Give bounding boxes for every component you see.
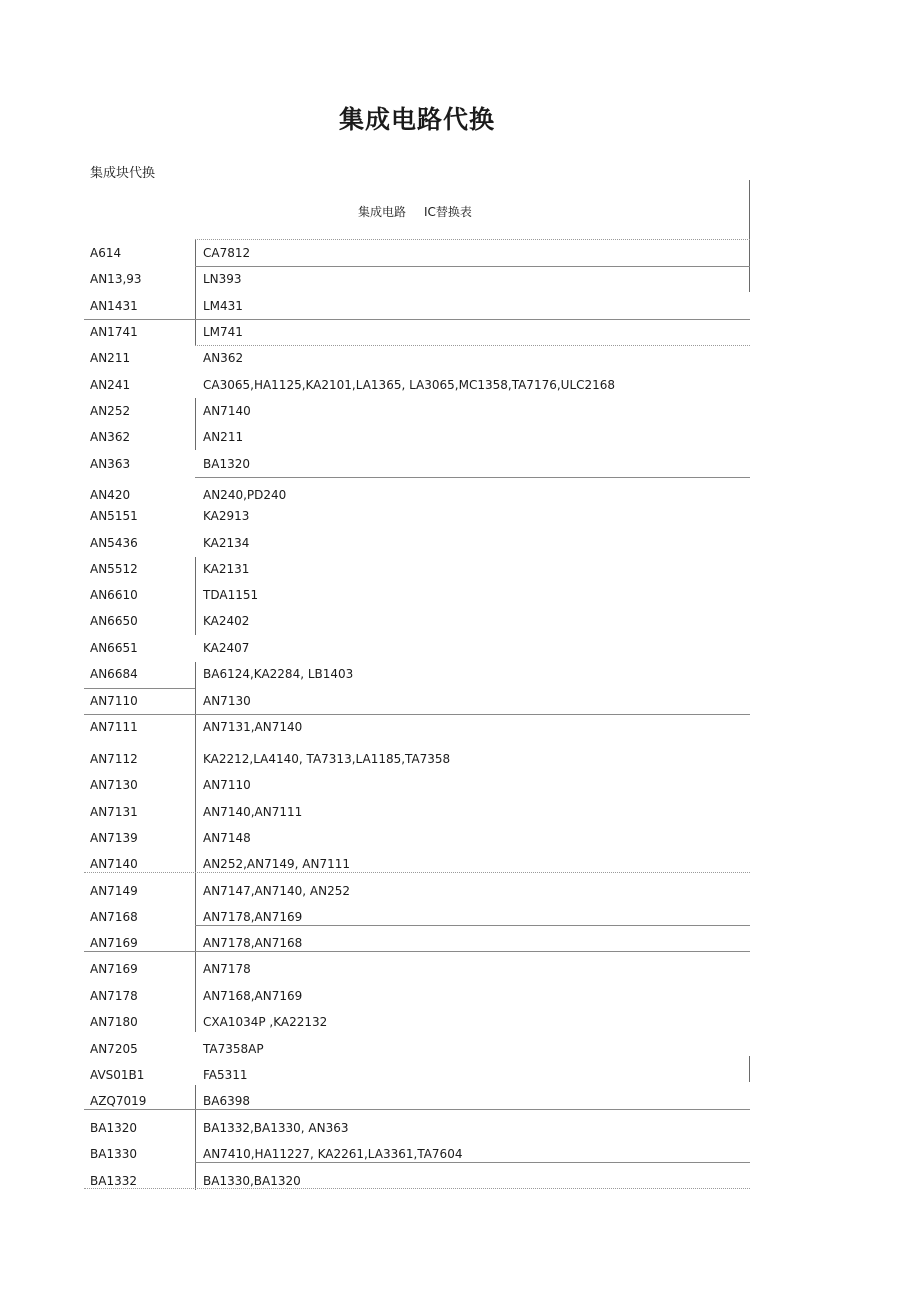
ic-replacement-cell: AN7178 [203,962,251,976]
ic-replacement-cell: AN7178,AN7169 [203,910,303,924]
ic-replacement-cell: BA1320 [203,457,250,471]
ic-replacement-cell: LM741 [203,325,243,339]
ic-replacement-cell: CA7812 [203,246,251,260]
ic-model-cell: BA1320 [90,1121,137,1135]
ic-model-cell: AN7180 [90,1015,138,1029]
ic-replacement-cell: AN7110 [203,778,251,792]
ic-replacement-cell: KA2407 [203,641,250,655]
ic-model-cell: BA1330 [90,1147,137,1161]
row-rule [195,266,750,267]
row-rule [195,477,750,478]
column-divider [195,398,196,450]
ic-replacement-cell: KA2212,LA4140, TA7313,LA1185,TA7358 [203,752,451,766]
ic-model-cell: AN6651 [90,641,138,655]
ic-model-cell: BA1332 [90,1174,137,1188]
ic-model-cell: A614 [90,246,122,260]
ic-model-cell: AN7139 [90,831,138,845]
ic-model-cell: AN5151 [90,509,138,523]
ic-model-cell: AN362 [90,430,131,444]
ic-model-cell: AN7169 [90,962,138,976]
ic-replacement-cell: FA5311 [203,1068,248,1082]
row-rule [195,1162,750,1163]
ic-model-cell: AN7205 [90,1042,138,1056]
ic-replacement-cell: KA2131 [203,562,250,576]
ic-model-cell: AVS01B1 [90,1068,145,1082]
column-divider [195,320,196,346]
column-divider [195,1085,196,1190]
row-rule [195,925,750,926]
column-divider [195,662,196,872]
ic-replacement-cell: AN7130 [203,694,251,708]
ic-replacement-cell: LM431 [203,299,243,313]
ic-replacement-cell: LN393 [203,272,242,286]
ic-model-cell: AZQ7019 [90,1094,147,1108]
ic-replacement-cell: AN7147,AN7140, AN252 [203,884,350,898]
ic-replacement-cell: AN7148 [203,831,251,845]
ic-replacement-cell: BA6124,KA2284, LB1403 [203,667,354,681]
table-caption [358,203,472,220]
table-caption-right: IC替换表 [424,205,472,219]
ic-model-cell: AN363 [90,457,131,471]
ic-model-cell: AN7130 [90,778,138,792]
ic-replacement-cell: AN7140,AN7111 [203,805,303,819]
column-divider [195,240,196,320]
ic-replacement-cell: BA6398 [203,1094,250,1108]
row-rule [84,688,195,689]
ic-model-cell: AN211 [90,351,131,365]
ic-model-cell: AN5436 [90,536,138,550]
ic-replacement-cell: AN7178,AN7168 [203,936,303,950]
table-caption-left: 集成电路 [358,205,407,219]
ic-model-cell: AN7149 [90,884,138,898]
row-rule [84,951,750,952]
ic-replacement-cell: AN252,AN7149, AN7111 [203,857,350,871]
column-divider [195,557,196,635]
row-rule [84,1109,750,1110]
ic-model-cell: AN7168 [90,910,138,924]
table-border-right-lower [749,1056,750,1082]
row-rule [195,345,750,346]
ic-model-cell: AN1741 [90,325,138,339]
ic-replacement-cell: CXA1034P ,KA22132 [203,1015,328,1029]
ic-model-cell: AN252 [90,404,131,418]
page-title: 集成电路代换 [338,105,495,134]
ic-replacement-cell: TA7358AP [203,1042,264,1056]
ic-model-cell: AN7110 [90,694,138,708]
ic-replacement-cell: AN7140 [203,404,251,418]
ic-model-cell: AN7178 [90,989,138,1003]
ic-replacement-cell: KA2134 [203,536,250,550]
row-rule [84,319,750,320]
ic-model-cell: AN1431 [90,299,138,313]
ic-replacement-cell: BA1332,BA1330, AN363 [203,1121,349,1135]
ic-replacement-cell: AN7410,HA11227, KA2261,LA3361,TA7604 [203,1147,463,1161]
ic-replacement-cell: AN240,PD240 [203,488,287,502]
ic-model-cell: AN7169 [90,936,138,950]
ic-model-cell: AN241 [90,378,131,392]
ic-model-cell: AN7111 [90,720,138,734]
ic-model-cell: AN7112 [90,752,138,766]
ic-replacement-cell: KA2402 [203,614,250,628]
ic-replacement-cell: BA1330,BA1320 [203,1174,301,1188]
ic-replacement-cell: KA2913 [203,509,250,523]
ic-model-cell: AN6684 [90,667,138,681]
ic-replacement-cell: CA3065,HA1125,KA2101,LA1365, LA3065,MC1358,TA7176,ULC2168 [203,378,616,392]
ic-model-cell: AN5512 [90,562,138,576]
row-rule [84,714,750,715]
ic-replacement-cell: AN7168,AN7169 [203,989,303,1003]
row-rule [84,1188,750,1189]
ic-model-cell: AN6650 [90,614,138,628]
ic-replacement-cell: AN362 [203,351,244,365]
ic-model-cell: AN7131 [90,805,138,819]
row-rule [195,239,750,240]
ic-model-cell: AN420 [90,488,131,502]
row-rule [84,872,750,873]
section-subtitle: 集成块代换 [90,166,156,181]
ic-model-cell: AN13,93 [90,272,142,286]
table-border-right [749,180,750,292]
ic-replacement-cell: AN211 [203,430,244,444]
ic-replacement-cell: AN7131,AN7140 [203,720,303,734]
ic-model-cell: AN7140 [90,857,138,871]
column-divider [195,872,196,1032]
ic-replacement-cell: TDA1151 [203,588,259,602]
ic-model-cell: AN6610 [90,588,138,602]
